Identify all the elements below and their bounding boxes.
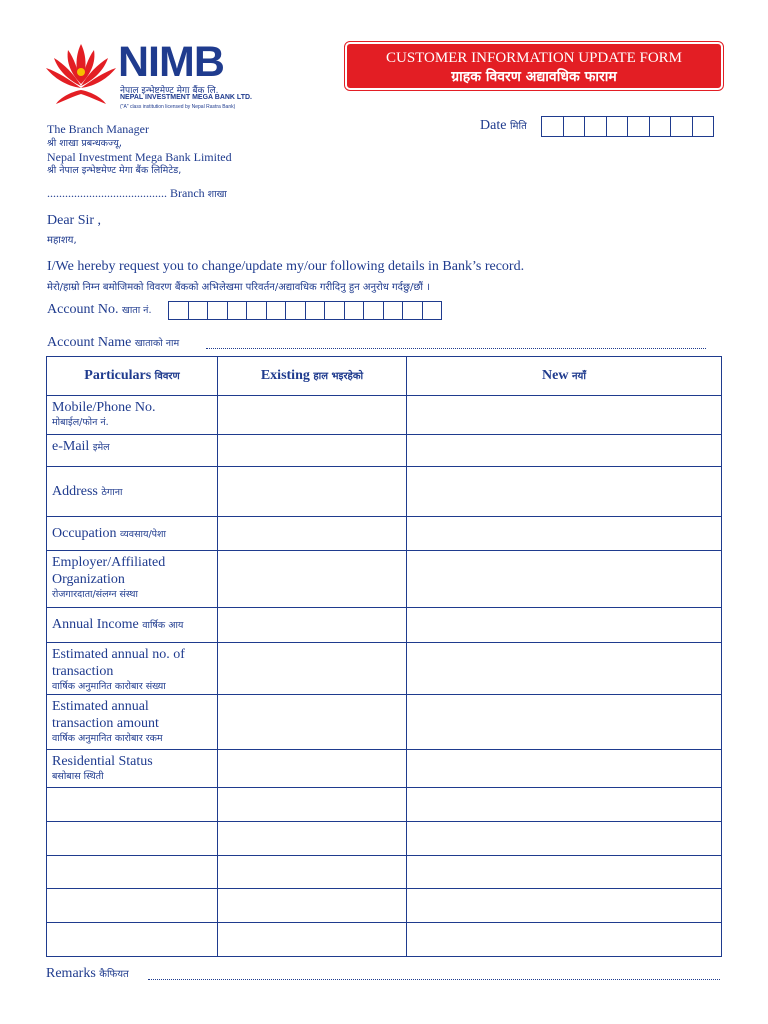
row-label-address: Address ठेगाना	[47, 467, 218, 517]
account-name-field[interactable]	[206, 348, 706, 349]
new-cell[interactable]	[407, 750, 722, 788]
new-cell[interactable]	[407, 923, 722, 957]
request-text: I/We hereby request you to change/update my/our following details in Bank’s record.	[47, 259, 525, 274]
existing-cell[interactable]	[218, 435, 407, 467]
new-cell[interactable]	[407, 643, 722, 695]
date-field[interactable]	[542, 116, 714, 137]
new-cell[interactable]	[407, 467, 722, 517]
bank-logo	[44, 38, 264, 118]
existing-cell[interactable]	[218, 822, 407, 856]
account-name-label: Account Name खाताको नाम	[47, 335, 180, 350]
date-digit-box[interactable]	[627, 116, 650, 137]
date-label: Date मिति	[480, 118, 527, 133]
account-no-field[interactable]	[169, 301, 442, 320]
blank-particulars-cell[interactable]	[47, 822, 218, 856]
addressee-line1: The Branch Manager	[47, 122, 149, 136]
addressee-line1-nepali: श्री शाखा प्रबन्धकज्यू,	[47, 138, 122, 149]
remarks-label: Remarks कैफियत	[46, 966, 129, 981]
existing-cell[interactable]	[218, 517, 407, 551]
salutation-nepali: महाशय,	[47, 235, 77, 246]
row-label-transaction-amount: Estimated annual transaction amount वार्षिक अनुमानित कारोबार रकम	[47, 695, 218, 750]
account-digit-box[interactable]	[324, 301, 345, 320]
blank-particulars-cell[interactable]	[47, 788, 218, 822]
blank-particulars-cell[interactable]	[47, 889, 218, 923]
account-digit-box[interactable]	[363, 301, 384, 320]
salutation: Dear Sir ,	[47, 213, 102, 228]
existing-cell[interactable]	[218, 889, 407, 923]
existing-cell[interactable]	[218, 750, 407, 788]
date-digit-box[interactable]	[563, 116, 586, 137]
existing-cell[interactable]	[218, 788, 407, 822]
date-digit-box[interactable]	[649, 116, 672, 137]
account-digit-box[interactable]	[402, 301, 423, 320]
addressee-line2-nepali: श्री नेपाल इन्भेष्टमेण्ट मेगा बैंक लिमिटेड,	[47, 165, 182, 176]
row-label-mobile: Mobile/Phone No. मोबाईल/फोन नं.	[47, 396, 218, 435]
table-row	[47, 467, 722, 517]
account-digit-box[interactable]	[305, 301, 326, 320]
date-digit-box[interactable]	[584, 116, 607, 137]
row-label-email: e-Mail इमेल	[47, 435, 218, 467]
table-row	[47, 750, 722, 788]
table-row	[47, 889, 722, 923]
account-digit-box[interactable]	[344, 301, 365, 320]
account-digit-box[interactable]	[266, 301, 287, 320]
existing-cell[interactable]	[218, 923, 407, 957]
remarks-field[interactable]	[148, 979, 720, 980]
date-digit-box[interactable]	[541, 116, 564, 137]
existing-cell[interactable]	[218, 695, 407, 750]
existing-cell[interactable]	[218, 467, 407, 517]
new-cell[interactable]	[407, 695, 722, 750]
row-label-transaction-count: Estimated annual no. of transaction वार्षिक अनुमानित कारोबार संख्या	[47, 643, 218, 695]
header-existing: Existing हाल भइरहेको	[218, 357, 407, 396]
form-title-nepali: ग्राहक विवरण अद्यावधिक फाराम	[451, 69, 617, 85]
new-cell[interactable]	[407, 889, 722, 923]
date-digit-box[interactable]	[692, 116, 715, 137]
branch-line: ........................................ Branch शाखा	[47, 186, 227, 200]
table-row	[47, 856, 722, 889]
account-digit-box[interactable]	[285, 301, 306, 320]
table-row	[47, 923, 722, 957]
details-table	[46, 356, 722, 957]
table-row	[47, 517, 722, 551]
existing-cell[interactable]	[218, 551, 407, 608]
bank-name-nepali: नेपाल इन्भेष्टमेण्ट मेगा बैंक लि.	[120, 86, 219, 96]
existing-cell[interactable]	[218, 856, 407, 889]
account-digit-box[interactable]	[246, 301, 267, 320]
account-digit-box[interactable]	[227, 301, 248, 320]
new-cell[interactable]	[407, 396, 722, 435]
table-row	[47, 643, 722, 695]
blank-particulars-cell[interactable]	[47, 856, 218, 889]
new-cell[interactable]	[407, 551, 722, 608]
row-label-employer: Employer/Affiliated Organization रोजगारदाता/संलग्न संस्था	[47, 551, 218, 608]
date-digit-box[interactable]	[606, 116, 629, 137]
new-cell[interactable]	[407, 435, 722, 467]
account-digit-box[interactable]	[422, 301, 443, 320]
new-cell[interactable]	[407, 788, 722, 822]
existing-cell[interactable]	[218, 608, 407, 643]
table-row	[47, 608, 722, 643]
bank-tagline: ("A" class institution licensed by Nepal Rastra Bank)	[120, 104, 236, 110]
table-row	[47, 788, 722, 822]
existing-cell[interactable]	[218, 396, 407, 435]
account-digit-box[interactable]	[207, 301, 228, 320]
account-digit-box[interactable]	[188, 301, 209, 320]
new-cell[interactable]	[407, 517, 722, 551]
form-title-box	[347, 44, 721, 88]
account-no-label: Account No. खाता नं.	[47, 302, 152, 317]
table-row	[47, 551, 722, 608]
request-text-nepali: मेरो/हाम्रो निम्न बमोजिमको विवरण बैंकको अभिलेखमा परिवर्तन/अद्यावधिक गरीदिनु हुन अनुरोध गर्दछु/छौं ।	[47, 282, 430, 293]
new-cell[interactable]	[407, 856, 722, 889]
new-cell[interactable]	[407, 608, 722, 643]
account-digit-box[interactable]	[383, 301, 404, 320]
table-row	[47, 822, 722, 856]
account-digit-box[interactable]	[168, 301, 189, 320]
table-row	[47, 435, 722, 467]
bank-name-english: NEPAL INVESTMENT MEGA BANK LTD.	[120, 94, 252, 101]
branch-dots[interactable]: ........................................	[47, 186, 167, 200]
blank-particulars-cell[interactable]	[47, 923, 218, 957]
table-row	[47, 396, 722, 435]
row-label-residential-status: Residential Status बसोबास स्थिती	[47, 750, 218, 788]
row-label-annual-income: Annual Income वार्षिक आय	[47, 608, 218, 643]
addressee-line2: Nepal Investment Mega Bank Limited	[47, 150, 232, 164]
header-new: New नयाँ	[407, 357, 722, 396]
existing-cell[interactable]	[218, 643, 407, 695]
date-digit-box[interactable]	[670, 116, 693, 137]
table-header-row	[47, 357, 722, 396]
header-particulars: Particulars विवरण	[47, 357, 218, 396]
lotus-logo-icon	[44, 38, 119, 106]
table-row	[47, 695, 722, 750]
form-title-english: CUSTOMER INFORMATION UPDATE FORM	[385, 50, 682, 66]
row-label-occupation: Occupation व्यवसाय/पेशा	[47, 517, 218, 551]
new-cell[interactable]	[407, 822, 722, 856]
brand-wordmark: NIMB	[118, 38, 224, 86]
